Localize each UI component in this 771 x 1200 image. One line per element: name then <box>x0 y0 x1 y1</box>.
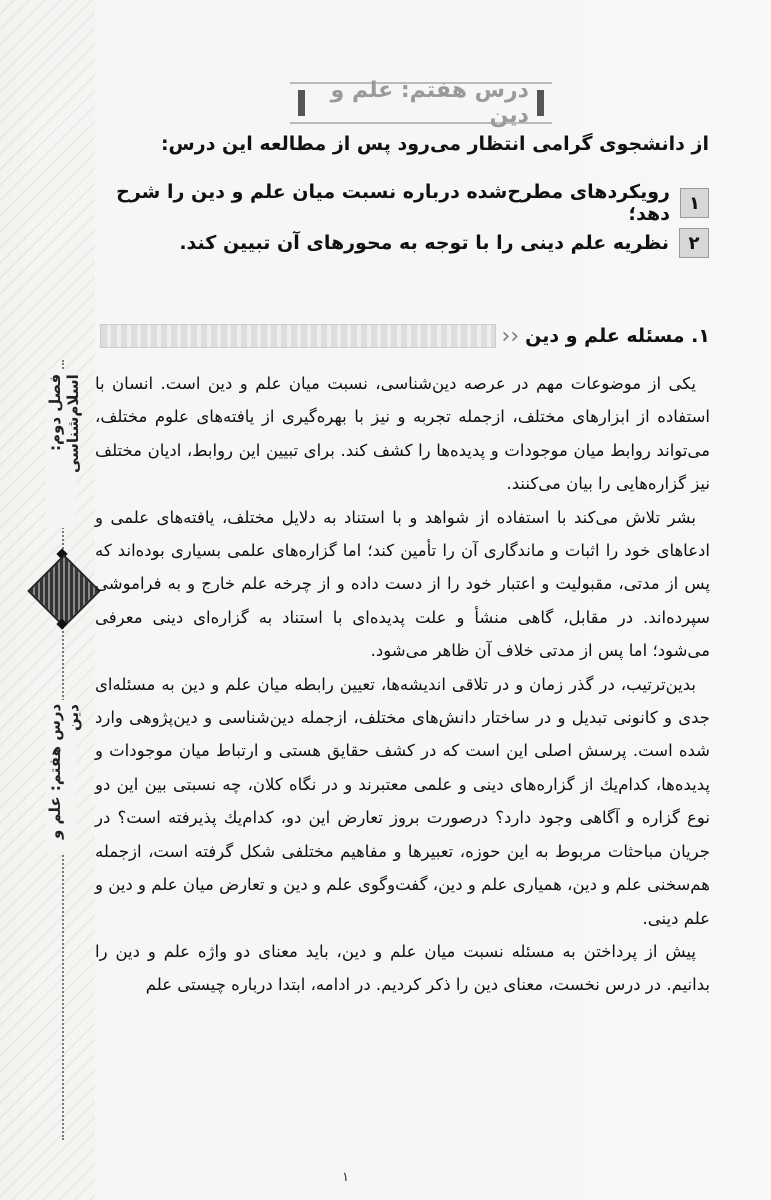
objective-number: ۱ <box>680 188 709 218</box>
objective-text: نظریه علم دینی را با توجه به محورهای آن تبیین کند. <box>179 232 669 254</box>
paragraph: پیش از پرداختن به مسئله نسبت میان علم و دین، باید معنای دو واژه علم و دین را بدانیم. در درس نخست، معنای دین را ذکر کردیم. در ادامه، ابتدا درباره چیستی علم <box>95 941 710 995</box>
objective-item <box>89 226 709 260</box>
chevron-left-icon: ‹‹ <box>501 323 520 349</box>
lesson-title: درس هفتم: علم و دین <box>330 78 529 128</box>
paragraph: یکی از موضوعات مهم در عرصه دین‌شناسی، نسبت میان علم و دین است. انسان با استفاده از ابزارهای مختلف، ازجمله تجربه و نیز با بهره‌گیری از یافته‌های علوم مختلف، می‌تواند روابط میان موجودات و پدیده‌ها را کشف کند. برای تبیین این روابط، ادیان مختلف نیز گزاره‌هایی را بیان می‌کنند. <box>95 374 710 494</box>
section-rule <box>100 324 496 348</box>
lesson-title-box <box>290 78 552 128</box>
title-bar-icon <box>298 90 305 116</box>
margin-chapter-label: فصل دوم: اسلام‌شناسی <box>46 370 76 528</box>
objectives-intro: از دانشجوی گرامی انتظار می‌رود پس از مطالعه این درس: <box>160 133 709 155</box>
page-number: ۱ <box>342 1170 349 1185</box>
title-bar-icon <box>537 90 544 116</box>
section-heading <box>100 320 710 352</box>
paragraph: بشر تلاش می‌کند با استفاده از شواهد و با استناد به دلایل مختلف، یافته‌های علمی و ادعاهای خود را اثبات و ماندگاری آن را تأمین کند؛ اما گزاره‌های علمی بسیاری بوده‌اند که پس از مدتی، مقبولیت و اعتبار خود را از دست داده و از چرخه علم خارج و به فراموشی سپرده‌اند. در مقابل، گاهی منشأ و علت پدیده‌ای با استناد به گزاره‌ای دینی معرفی می‌شود؛ اما پس از مدتی خلاف آن ظاهر می‌شود. <box>95 507 710 661</box>
body-text <box>95 367 710 1002</box>
objective-number: ۲ <box>679 228 709 258</box>
margin-lesson-label: درس هفتم: علم و دین <box>46 700 76 853</box>
objective-text: رویکردهای مطرح‌شده درباره نسبت میان علم و دین را شرح دهد؛ <box>116 181 670 225</box>
section-title: ۱. مسئله علم و دین <box>525 325 710 347</box>
objective-item <box>89 181 709 225</box>
paragraph: بدین‌ترتیب، در گذر زمان و در تلاقی اندیشه‌ها، تعیین رابطه میان علم و دین به مسئله‌ای جدی و کانونی تبدیل و در ساختار دانش‌های مختلف، ازجمله دین‌شناسی و دین‌پژوهی وارد شده است. پرسش اصلی این است که در کشف حقایق هستی و ارتباط میان موجودات و پدیده‌ها، کدام‌یك از گزاره‌های دینی و علمی معتبرند و در نگاه کلان، چه نسبتی بین این دو نوع گزاره و آگاهی وجود دارد؟ درصورت بروز تعارض این دو، کدام‌یك پذیرفته است؟ در جریان مباحثات مربوط به این حوزه، تعبیرها و مفاهیم مختلفی شکل گرفته است، ازجمله هم‌سخنی علم و دین، همیاری علم و دین، گفت‌وگوی علم و دین و تعارض میان علم و دین و علم دینی. <box>95 674 710 928</box>
